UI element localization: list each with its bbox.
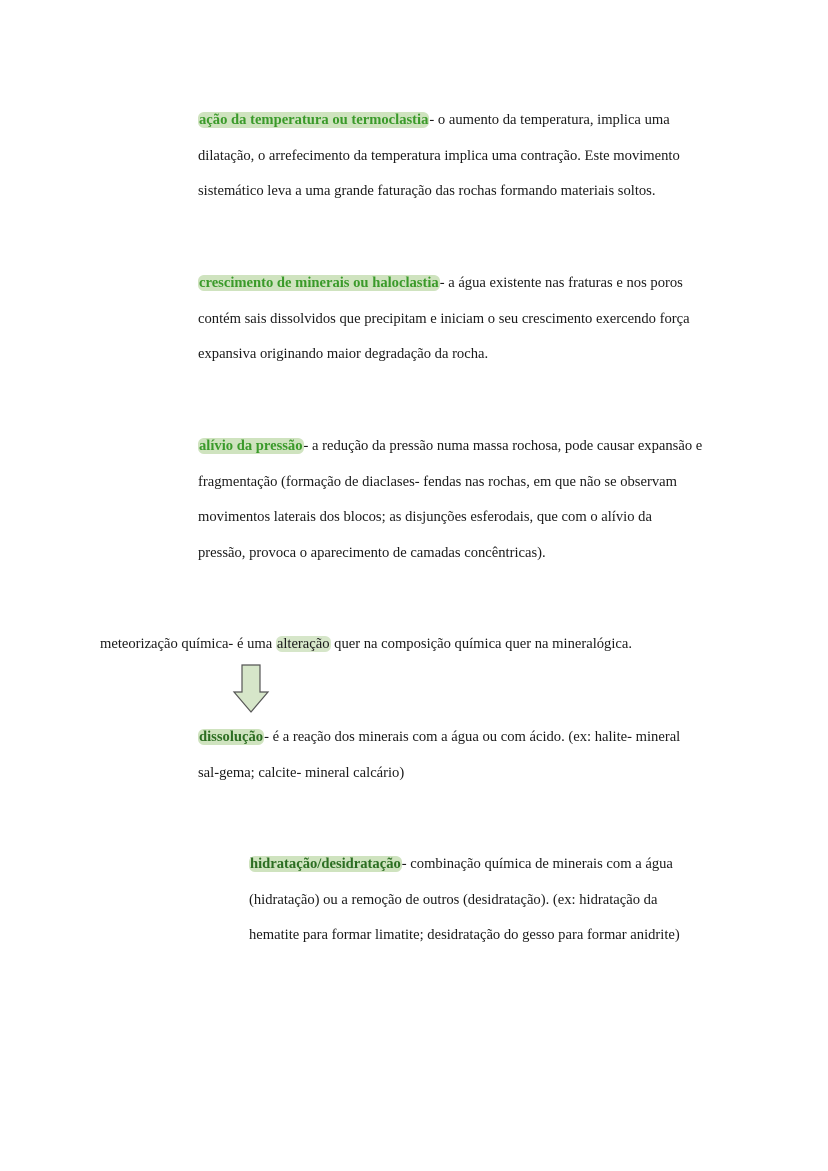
text-suffix: quer na composição química quer na mineralógica. — [330, 636, 633, 652]
text-line: - o aumento da temperatura, implica uma — [429, 112, 670, 128]
text-line: - é a reação dos minerais com a água ou com ácido. (ex: halite- mineral — [264, 729, 681, 745]
term-haloclastia: crescimento de minerais ou haloclastia — [199, 275, 439, 291]
text-line: dilatação, o arrefecimento da temperatura implica uma contração. Este movimento — [198, 147, 680, 164]
term-dissolucao: dissolução — [199, 729, 264, 745]
text-line: expansiva originando maior degradação da rocha. — [198, 346, 489, 362]
text-line: sistemático leva a uma grande faturação das rochas formando materiais soltos. — [198, 183, 656, 199]
text-line: sal-gema; calcite- mineral calcário) — [198, 764, 405, 781]
term-alivio-pressao: alívio da pressão — [199, 438, 303, 454]
text-line: - a redução da pressão numa massa rochosa, pode causar expansão e — [303, 438, 703, 454]
text-line: fragmentação (formação de diaclases- fendas nas rochas, em que não se observam — [198, 473, 677, 490]
paragraph-hidratacao — [249, 847, 680, 954]
text-line: hematite para formar limatite; desidratação do gesso para formar anidrite) — [249, 927, 680, 943]
paragraph-alivio-pressao — [198, 429, 702, 571]
text-line: - a água existente nas fraturas e nos poros — [439, 275, 683, 291]
text-line: - combinação química de minerais com a água — [401, 856, 673, 872]
paragraph-meteorizacao-quimica — [100, 627, 632, 663]
text-line: pressão, provoca o aparecimento de camadas concêntricas). — [198, 544, 546, 561]
text-line: contém sais dissolvidos que precipitam e iniciam o seu crescimento exercendo força — [198, 310, 690, 327]
paragraph-haloclastia — [198, 266, 690, 373]
text-prefix: meteorização química- é uma — [100, 636, 276, 652]
term-hidratacao: hidratação/desidratação — [250, 856, 401, 872]
down-arrow-icon — [232, 664, 270, 714]
text-line: (hidratação) ou a remoção de outros (desidratação). (ex: hidratação da — [249, 891, 658, 908]
text-line: movimentos laterais dos blocos; as disjunções esferodais, que com o alívio da — [198, 509, 652, 525]
term-termoclastia: ação da temperatura ou termoclastia — [199, 112, 429, 128]
paragraph-termoclastia — [198, 103, 680, 210]
highlight-alteracao: alteração — [276, 636, 330, 652]
paragraph-dissolucao — [198, 720, 680, 791]
